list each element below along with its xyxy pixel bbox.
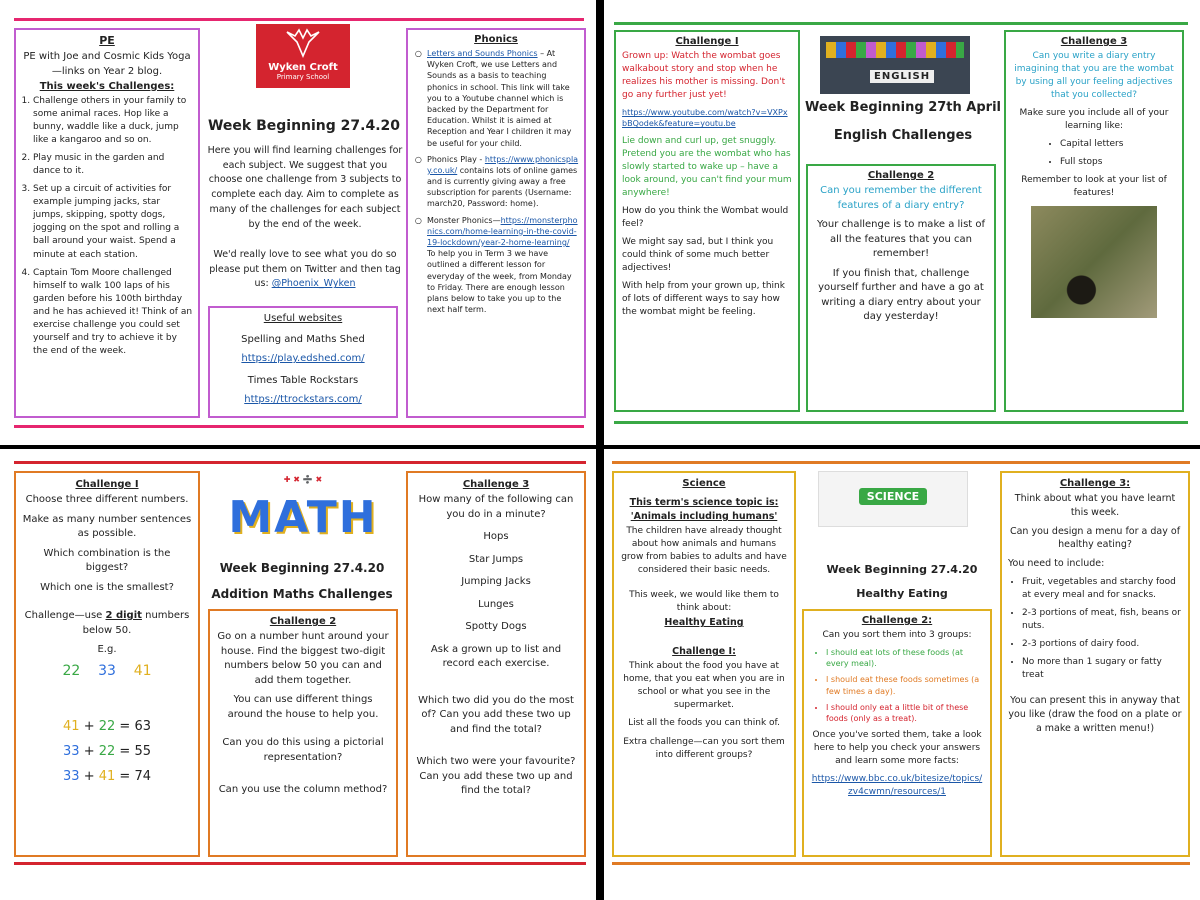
challenge-1-p2: Make as many number sentences as possible. bbox=[22, 513, 192, 539]
number: 41 bbox=[63, 718, 80, 734]
list-item: 4. Captain Tom Moore challenged himself to walk 100 laps of his garden before his 100th birthday and he has achieved it! Think of an exercise challenge you could set yourself and try to achieve it by the end of the week. bbox=[33, 267, 193, 358]
challenge-3-question: Can you write a diary entry imagining that you are the wombat by using all your feeling adjectives that you collected? bbox=[1014, 51, 1174, 101]
bottom-rule bbox=[614, 421, 1188, 424]
monster-phonics-link[interactable]: https://monsterphonics.com/home-learning-in-the-covid-19-lockdown/year-2-home-learning/ bbox=[427, 215, 578, 247]
list-item: 2. Play music in the garden and dance to it. bbox=[33, 152, 193, 178]
challenge-1-roleplay: Lie down and curl up, get snuggly. Pretend you are the wombat who has slowly started to wake up – have a look around, you can't find your mum anywhere! bbox=[622, 135, 792, 198]
english-challenge-3-box bbox=[1004, 30, 1184, 412]
top-rule bbox=[14, 461, 586, 464]
maths-page bbox=[0, 449, 596, 900]
pe-title: PE bbox=[99, 34, 115, 47]
challenge-2-extension: If you finish that, challenge yourself further and have a go at writing a diary entry about your day yesterday! bbox=[818, 267, 984, 322]
exercise-list bbox=[414, 530, 578, 635]
list-text: – At Wyken Croft, we use Letters and Sounds as a basis to teaching phonics in school. This link will take you to a Youtube channel which is backed by the Department for Education. Whilst it is aimed at Reception and Year I children it may be useful for your child. bbox=[427, 49, 572, 148]
subject-title: English Challenges bbox=[833, 128, 973, 143]
list-item bbox=[427, 48, 579, 149]
wombat-photo bbox=[1031, 206, 1157, 318]
number: 22 bbox=[98, 743, 116, 759]
menu-requirements-list bbox=[1008, 576, 1182, 682]
list-text: To help you in Term 3 we have outlined a different lesson for everyday of the week, from Monday to Friday. There are enough lesson plans below to take you up to the next half term. bbox=[427, 249, 572, 315]
number: 33 bbox=[63, 743, 80, 759]
challenge-1-p1: Choose three different numbers. bbox=[25, 494, 189, 505]
challenge-1-instruction: Grown up: Watch the wombat goes walkabout story and stop when he realizes his mother is missing. Don't go any further just yet! bbox=[622, 51, 786, 101]
challenge-3-p1: How many of the following can you do in a minute? bbox=[418, 494, 574, 520]
challenge-1-p2: List all the foods you can think of. bbox=[628, 718, 780, 729]
challenge-2-question: Can you remember the different features of a diary entry? bbox=[820, 185, 982, 211]
list-item: • I should only eat a little bit of these foods (only as a treat). bbox=[826, 702, 984, 724]
result: = 74 bbox=[115, 768, 151, 784]
top-rule bbox=[14, 18, 584, 21]
list-item: • Capital letters bbox=[1060, 138, 1176, 151]
school-subname: Primary School bbox=[276, 73, 330, 81]
list-item: • Fruit, vegetables and starchy food at every meal and for snacks. bbox=[1022, 576, 1182, 602]
school-name: Wyken Croft bbox=[268, 62, 338, 73]
challenge-2-p1: Go on a number hunt around your house. Find the biggest two-digit numbers below 50 you can and add them together. bbox=[217, 631, 389, 686]
result: = 63 bbox=[115, 718, 151, 734]
challenge-1-p3: Extra challenge—can you sort them into different groups? bbox=[623, 736, 785, 760]
text-span: 2 digit bbox=[105, 610, 142, 621]
number: 41 bbox=[98, 768, 116, 784]
number: 33 bbox=[63, 768, 80, 784]
math-logo bbox=[218, 475, 388, 557]
challenge-3-reminder: Remember to look at your list of features! bbox=[1021, 175, 1167, 199]
science-challenge-3-box bbox=[1000, 471, 1190, 857]
maths-challenge-3-box bbox=[406, 471, 586, 857]
english-challenge-1-box bbox=[614, 30, 800, 412]
math-symbols-icon: ✚ ✖ ➗ ✖ bbox=[283, 475, 323, 484]
list-item: • I should eat lots of these foods (at every meal). bbox=[826, 647, 984, 669]
phonics-list bbox=[413, 48, 579, 315]
phonics-box bbox=[406, 28, 586, 418]
maths-challenge-1-box bbox=[14, 471, 200, 857]
maths-challenge-2-box bbox=[208, 609, 398, 857]
list-item: • 2-3 portions of dairy food. bbox=[1022, 638, 1182, 651]
english-image bbox=[820, 36, 970, 94]
science-image bbox=[818, 471, 968, 527]
text-span: Challenge—use bbox=[24, 610, 106, 621]
challenge-1-task: With help from your grown up, think of lots of different ways to say how the wombat might be feeling. bbox=[622, 281, 785, 318]
list-item: Star Jumps bbox=[468, 553, 524, 565]
top-rule bbox=[612, 461, 1190, 464]
operator: + bbox=[79, 768, 99, 784]
challenge-2-p2: Once you've sorted them, take a look here to help you check your answers and learn some more facts: bbox=[812, 730, 982, 767]
list-item: 3. Set up a circuit of activities for example jumping jacks, star jumps, skipping, spotty dogs, jogging on the spot and rolling a ball around your waist. Spend a minute at each station. bbox=[33, 183, 193, 261]
challenge-3-p1: Think about what you have learnt this week. bbox=[1014, 493, 1176, 518]
list-text: Phonics Play - bbox=[427, 154, 485, 164]
challenge-1-p5 bbox=[22, 609, 192, 638]
bitesize-link[interactable]: https://www.bbc.co.uk/bitesize/topics/zv4cwmn/resources/1 bbox=[811, 774, 983, 798]
letters-sounds-link[interactable]: Letters and Sounds Phonics bbox=[427, 49, 538, 58]
bottom-rule bbox=[14, 862, 586, 865]
challenge-2-title: Challenge 2: bbox=[861, 615, 933, 626]
challenge-2-p1: Can you sort them into 3 groups: bbox=[822, 630, 972, 640]
week-title: Week Beginning 27th April bbox=[805, 100, 1001, 115]
operator: + bbox=[79, 718, 99, 734]
intro-text: Here you will find learning challenges for each subject. We suggest that you choose one challenge from 3 subjects to complete each day. Aim to complete as many of the challenges for each subject by the end of the week. bbox=[207, 145, 403, 230]
challenge-3-include: Make sure you include all of your learning like: bbox=[1019, 108, 1169, 132]
useful-title: Useful websites bbox=[263, 313, 343, 324]
challenge-2-title: Challenge 2 bbox=[269, 616, 337, 627]
science-word: SCIENCE bbox=[859, 488, 927, 505]
list-item: • No more than 1 sugary or fatty treat bbox=[1022, 656, 1182, 682]
challenge-3-title: Challenge 3: bbox=[1059, 478, 1131, 489]
challenge-3-p4: Which two were your favourite? Can you add these two up and find the total? bbox=[416, 756, 576, 796]
pe-phonics-page bbox=[0, 0, 596, 445]
challenge-1-p1: Think about the food you have at home, that you eat when you are in school or what you see in the supermarket. bbox=[623, 661, 785, 711]
bottom-rule bbox=[14, 425, 584, 428]
edshed-link[interactable]: https://play.edshed.com/ bbox=[241, 353, 365, 364]
list-item: 1. Challenge others in your family to some animal races. Hop like a bunny, waddle like a duck, jump like a kangaroo and so on. bbox=[33, 95, 193, 147]
week-title: Week Beginning 27.4.20 bbox=[207, 118, 401, 134]
list-item bbox=[427, 215, 579, 316]
challenge-1-p4: Which one is the smallest? bbox=[40, 581, 174, 593]
challenge-1-title: Challenge I: bbox=[672, 646, 736, 658]
school-logo bbox=[256, 24, 350, 88]
twitter-handle-link[interactable]: @Phoenix_Wyken bbox=[271, 278, 356, 290]
week-title: Week Beginning 27.4.20 bbox=[219, 561, 385, 575]
challenge-2-title: Challenge 2 bbox=[867, 170, 935, 181]
ttrockstars-label: Times Table Rockstars bbox=[247, 374, 359, 386]
list-text: Monster Phonics— bbox=[427, 215, 501, 225]
challenge-1-question: How do you think the Wombat would feel? bbox=[622, 205, 789, 229]
challenge-2-p4: Can you use the column method? bbox=[218, 784, 388, 795]
edshed-label: Spelling and Maths Shed bbox=[241, 333, 365, 345]
week-title: Week Beginning 27.4.20 bbox=[826, 563, 978, 576]
challenge-1-title: Challenge I bbox=[675, 36, 739, 47]
challenge-2-task: Your challenge is to make a list of all the features that you can remember! bbox=[816, 219, 986, 259]
list-item: Spotty Dogs bbox=[465, 621, 527, 632]
challenge-3-p2: Can you design a menu for a day of healthy eating? bbox=[1009, 525, 1181, 551]
challenge-2-p2: You can use different things around the house to help you. bbox=[227, 694, 379, 720]
text-span: numbers below 50. bbox=[82, 610, 190, 636]
science-page bbox=[604, 449, 1200, 900]
science-focus: This week, we would like them to think about: bbox=[629, 590, 779, 614]
result: = 55 bbox=[115, 743, 151, 759]
topic-name: 'Animals including humans' bbox=[630, 511, 778, 522]
pe-intro: PE with Joe and Cosmic Kids Yoga—links on Year 2 blog. bbox=[23, 51, 191, 77]
topic-label: This term's science topic is: bbox=[629, 497, 779, 508]
list-item bbox=[427, 154, 579, 210]
list-item: • I should eat these foods sometimes (a few times a day). bbox=[826, 674, 984, 696]
pe-challenge-list bbox=[21, 95, 193, 358]
challenge-1-p3: Which combination is the biggest? bbox=[43, 547, 171, 573]
math-logo-text: MATH bbox=[228, 492, 378, 543]
top-rule bbox=[614, 22, 1188, 25]
pe-subtitle: This week's Challenges: bbox=[39, 81, 175, 92]
list-item: Lunges bbox=[478, 598, 514, 610]
english-page bbox=[604, 0, 1200, 445]
example-numbers bbox=[22, 663, 192, 679]
challenge-1-title: Challenge I bbox=[75, 479, 139, 490]
useful-websites-box bbox=[208, 306, 398, 418]
subject-title: Healthy Eating bbox=[856, 587, 948, 600]
challenge-1-hint: We might say sad, but I think you could think of some much better adjectives! bbox=[622, 236, 774, 273]
phonics-title: Phonics bbox=[474, 34, 518, 45]
english-challenge-2-box bbox=[806, 164, 996, 412]
challenge-2-p3: Can you do this using a pictorial representation? bbox=[222, 737, 384, 763]
letter-beads bbox=[826, 42, 964, 58]
pe-box bbox=[14, 28, 200, 418]
bottom-rule bbox=[612, 862, 1190, 865]
learning-list bbox=[1012, 138, 1176, 169]
list-item: • Full stops bbox=[1060, 156, 1176, 169]
number-sentence bbox=[22, 744, 192, 759]
number: 22 bbox=[62, 662, 81, 679]
challenge-3-p4: You can present this in anyway that you like (draw the food on a plate or a make a written menu!) bbox=[1008, 695, 1182, 734]
list-item: • 2-3 portions of meat, fish, beans or nuts. bbox=[1022, 607, 1182, 633]
list-text: contains lots of online games and is currently giving away a free subscription for parents (Username: march20, Password: home). bbox=[427, 165, 578, 209]
wombat-video-link[interactable]: https://www.youtube.com/watch?v=VXPxbBQodek&feature=youtu.be bbox=[622, 108, 788, 129]
food-groups-list bbox=[810, 647, 984, 724]
list-item: Hops bbox=[483, 531, 509, 542]
number-sentence bbox=[22, 719, 192, 734]
subject-title: Addition Maths Challenges bbox=[211, 587, 393, 601]
number-sentence bbox=[22, 769, 192, 784]
challenge-3-p3: You need to include: bbox=[1008, 558, 1105, 570]
focus-topic: Healthy Eating bbox=[664, 617, 744, 629]
number: 33 bbox=[98, 662, 116, 679]
challenge-3-p2: Ask a grown up to list and record each exercise. bbox=[430, 643, 562, 669]
challenge-3-p3: Which two did you do the most of? Can you add these two up and find the total? bbox=[418, 694, 574, 735]
phonicsplay-link[interactable]: https://www.phonicsplay.co.uk/ bbox=[427, 154, 579, 175]
challenge-3-title: Challenge 3 bbox=[462, 479, 530, 490]
operator: + bbox=[79, 743, 99, 759]
science-title: Science bbox=[682, 478, 726, 489]
share-text bbox=[206, 248, 404, 292]
english-word: ENGLISH bbox=[870, 70, 934, 83]
number: 41 bbox=[133, 662, 152, 679]
science-intro-box bbox=[612, 471, 796, 857]
challenge-3-title: Challenge 3 bbox=[1060, 36, 1128, 47]
list-item: Jumping Jacks bbox=[461, 576, 531, 587]
science-background: The children have already thought about how animals and humans grow from babies to adults and have considered their basic needs. bbox=[621, 526, 787, 576]
ttrockstars-link[interactable]: https://ttrockstars.com/ bbox=[244, 394, 362, 405]
science-challenge-2-box bbox=[802, 609, 992, 857]
number: 22 bbox=[98, 718, 116, 734]
phoenix-icon bbox=[283, 28, 323, 58]
example-label: E.g. bbox=[97, 644, 117, 655]
share-label: We'd really love to see what you do so please put them on Twitter and then tag us: bbox=[209, 249, 401, 290]
